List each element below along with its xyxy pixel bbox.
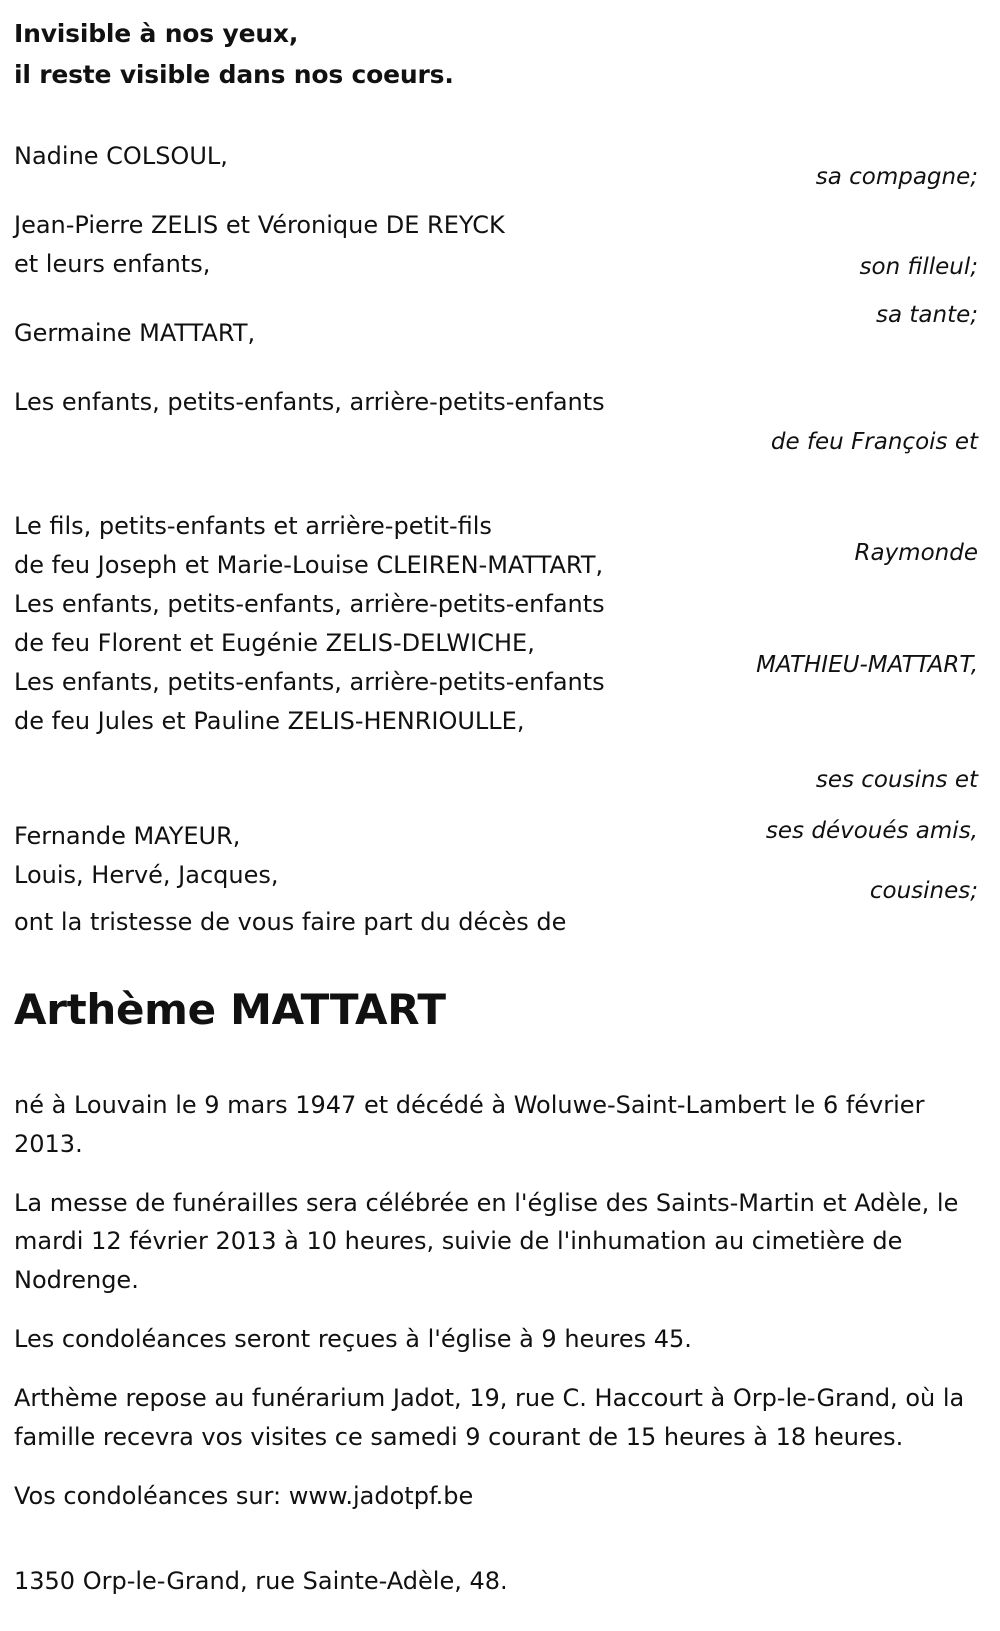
- announcement-line: ont la tristesse de vous faire part du décès de: [14, 908, 567, 936]
- relationship-filleul: son filleul;: [859, 254, 978, 280]
- detail-online-condolences: Vos condoléances sur: www.jadotpf.be: [14, 1481, 474, 1510]
- family-group-colsoul: [14, 137, 674, 176]
- detail-condolences-church: Les condoléances seront reçues à l'église à 9 heures 45.: [14, 1325, 692, 1354]
- relationship-tante: sa tante;: [876, 302, 978, 328]
- family-line: Les enfants, petits-enfants, arrière-petits-enfants: [14, 667, 605, 696]
- family-listing: [14, 137, 982, 905]
- family-line: Germaine MATTART,: [14, 318, 256, 347]
- family-line: Nadine COLSOUL,: [14, 142, 228, 170]
- family-line: de feu Florent et Eugénie ZELIS-DELWICHE,: [14, 629, 535, 657]
- relationship-line: MATHIEU-MATTART,: [756, 652, 978, 678]
- family-line: Les enfants, petits-enfants, arrière-petits-enfants: [14, 387, 605, 416]
- family-line: Le fils, petits-enfants et arrière-petit-fils: [14, 512, 492, 541]
- relationship-amis: ses dévoués amis,: [765, 818, 978, 844]
- relationship-line: Raymonde: [854, 540, 978, 567]
- deceased-name: Arthème MATTART: [14, 985, 446, 1035]
- family-line: Louis, Hervé, Jacques,: [14, 860, 279, 889]
- family-group-mattart: [14, 314, 674, 353]
- detail-birth-death: né à Louvain le 9 mars 1947 et décédé à Woluwe-Saint-Lambert le 6 février 2013.: [14, 1090, 925, 1158]
- funeral-details: [14, 1086, 982, 1516]
- detail-funeral-home: Arthème repose au funérarium Jadot, 19, rue C. Haccourt à Orp-le-Grand, où la famille recevra vos visites ce samedi 9 courant de 15 heures à 18 heures.: [14, 1384, 965, 1451]
- relationship-line: cousines;: [869, 878, 978, 905]
- relationship-compagne: sa compagne;: [815, 164, 978, 190]
- family-line: Fernande MAYEUR,: [14, 821, 241, 850]
- family-group-zelis-dereyck: [14, 206, 674, 284]
- family-line: et leurs enfants,: [14, 249, 211, 278]
- relationship-line: de feu François et: [770, 428, 978, 455]
- relationship-line: ses cousins et: [815, 766, 978, 793]
- family-group-friends: [14, 817, 674, 895]
- detail-mass: La messe de funérailles sera célébrée en l'église des Saints-Martin et Adèle, le mardi 12 février 2013 à 10 heures, suivie de l'inhumation au cimetière de Nodrenge.: [14, 1188, 959, 1295]
- family-line: de feu Jules et Pauline ZELIS-HENRIOULLE,: [14, 706, 525, 735]
- family-line: Jean-Pierre ZELIS et Véronique DE REYCK: [14, 210, 505, 239]
- verse-line-1: Invisible à nos yeux,: [14, 19, 299, 48]
- family-group-descendants: [14, 383, 674, 422]
- footer-address: 1350 Orp-le-Grand, rue Sainte-Adèle, 48.: [14, 1566, 508, 1595]
- family-group-extended: [14, 507, 674, 740]
- memorial-verse: [14, 14, 982, 95]
- family-line: Les enfants, petits-enfants, arrière-petits-enfants: [14, 590, 605, 619]
- family-names-column: [14, 137, 674, 894]
- verse-line-2: il reste visible dans nos coeurs.: [14, 59, 454, 89]
- family-line: de feu Joseph et Marie-Louise CLEIREN-MATTART,: [14, 551, 604, 580]
